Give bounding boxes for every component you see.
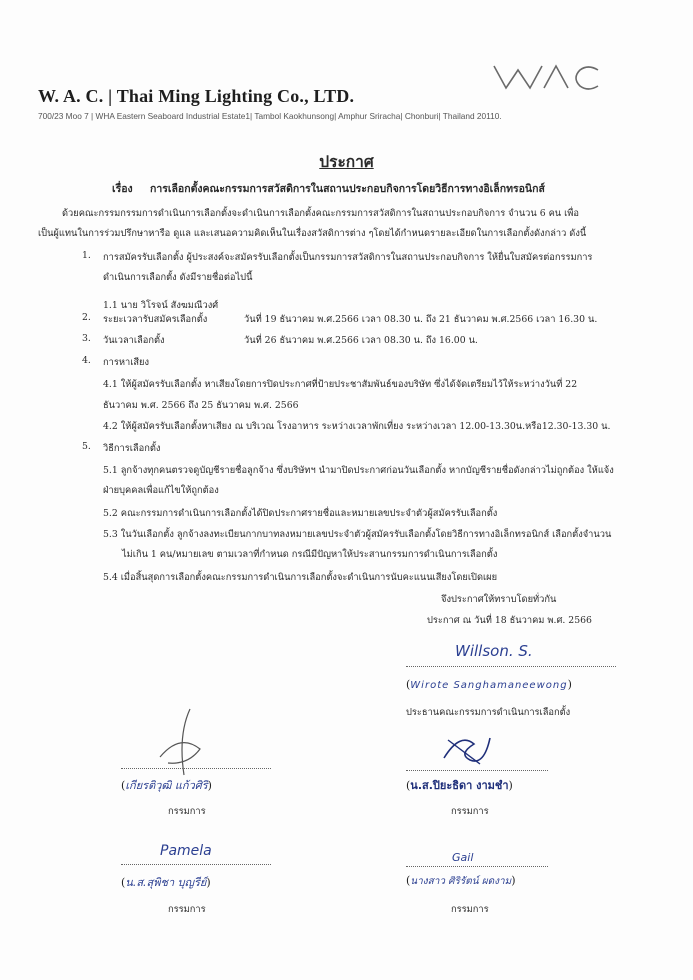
item-5-number: 5. [82, 441, 91, 452]
closing-text: จึงประกาศให้ทราบโดยทั่วกัน [441, 594, 557, 605]
signature-1-name: (เกียรติวุฒิ แก้วศิริ) [121, 779, 212, 792]
item-3-value: วันที่ 26 ธันวาคม พ.ศ.2566 เวลา 08.30 น. ถึง 16.00 น. [244, 335, 478, 346]
intro-line-2: เป็นผู้แทนในการร่วมปรึกษาหารือ ดูแล และเสนอความคิดเห็นในเรื่องสวัสดิการต่าง ๆโดยได้กำหนดรายละเอียดในการเลือกตั้งดังกล่าว ดังนี้ [38, 228, 587, 239]
signature-2-name: (น.ส.ปิยะธิดา งามชำ) [406, 779, 513, 792]
chair-signature-scrawl: Willson. S. [455, 642, 533, 660]
signature-4-name: (นางสาว ศิริรัตน์ ผดงาม) [406, 874, 516, 887]
signature-2-line [406, 770, 548, 771]
chair-name: (Wirote Sanghamaneewong) [406, 678, 572, 691]
signature-4-line [406, 866, 548, 867]
signature-4-scrawl: Gail [452, 851, 474, 864]
item-2-label: ระยะเวลารับสมัครเลือกตั้ง [103, 314, 208, 325]
item-5-4: 5.4 เมื่อสิ้นสุดการเลือกตั้งคณะกรรมการดำเนินการเลือกตั้งจะดำเนินการนับคะแนนเสียงโดยเปิดเผย [103, 572, 498, 583]
signature-3-line [121, 864, 271, 865]
item-5-1-line-2: ฝ่ายบุคคลเพื่อแก้ไขให้ถูกต้อง [103, 485, 219, 496]
item-4-1-line-1: 4.1 ให้ผู้สมัครรับเลือกตั้ง หาเสียงโดยการปิดประกาศที่ป้ายประชาสัมพันธ์ของบริษัท ซึ่งได้จัดเตรียมไว้ให้ระหว่างวันที่ 22 [103, 379, 578, 390]
company-name: W. A. C. | Thai Ming Lighting Co., LTD. [38, 86, 355, 106]
item-4-1-line-2: ธันวาคม พ.ศ. 2566 ถึง 25 ธันวาคม พ.ศ. 2566 [103, 400, 299, 411]
item-5-1-line-1: 5.1 ลูกจ้างทุกคนตรวจดูบัญชีรายชื่อลูกจ้าง ซึ่งบริษัทฯ นำมาปิดประกาศก่อนวันเลือกตั้ง หากบัญชีรายชื่อดังกล่าวไม่ถูกต้อง ให้แจ้ง [103, 465, 614, 476]
item-5-3-line-1: 5.3 ในวันเลือกตั้ง ลูกจ้างลงทะเบียนกากบาทลงหมายเลขประจำตัวผู้สมัครรับเลือกตั้งโดยวิธีการทางอิเล็กทรอนิกส์ เลือกตั้งจำนวน [103, 529, 612, 540]
subject-text: การเลือกตั้งคณะกรรมการสวัสดิการในสถานประกอบกิจการโดยวิธีการทางอิเล็กทรอนิกส์ [150, 183, 545, 195]
chair-signature-line [406, 666, 616, 667]
item-4-2: 4.2 ให้ผู้สมัครรับเลือกตั้งหาเสียง ณ บริเวณ โรงอาหาร ระหว่างเวลาพักเที่ยง ระหว่างเวลา 12.00-13.30น.หรือ12.30-13.30 น. [103, 421, 611, 432]
item-5-2: 5.2 คณะกรรมการดำเนินการเลือกตั้งได้ปิดประกาศรายชื่อและหมายเลขประจำตัวผู้สมัครรับเลือกตั้ง [103, 508, 498, 519]
signature-3-title: กรรมการ [168, 904, 206, 915]
chair-title: ประธานคณะกรรมการดำเนินการเลือกตั้ง [406, 707, 571, 718]
signature-3-name: (น.ส.สุพิชา บุญรีย์) [121, 876, 211, 889]
item-1-line-1: การสมัครรับเลือกตั้ง ผู้ประสงค์จะสมัครรับเลือกตั้งเป็นกรรมการสวัสดิการในสถานประกอบกิจการ ให้ยื่นใบสมัครต่อกรรมการ [103, 252, 593, 263]
item-4-label: การหาเสียง [103, 357, 150, 368]
item-3-number: 3. [82, 333, 91, 344]
subject-label: เรื่อง [112, 183, 133, 195]
signature-4-title: กรรมการ [451, 904, 489, 915]
signature-1-line [121, 768, 271, 769]
candidate-1: 1.1 นาย วิโรจน์ สังฆมณีวงศ์ [103, 300, 219, 311]
announcement-date: ประกาศ ณ วันที่ 18 ธันวาคม พ.ศ. 2566 [427, 615, 592, 626]
signature-2-title: กรรมการ [451, 806, 489, 817]
item-2-number: 2. [82, 312, 91, 323]
item-1-number: 1. [82, 250, 91, 261]
signature-1-title: กรรมการ [168, 806, 206, 817]
item-3-label: วันเวลาเลือกตั้ง [103, 335, 165, 346]
wac-logo [492, 62, 602, 92]
item-1-line-2: ดำเนินการเลือกตั้ง ดังมีรายชื่อต่อไปนี้ [103, 272, 253, 283]
page-title: ประกาศ [319, 152, 374, 171]
item-2-value: วันที่ 19 ธันวาคม พ.ศ.2566 เวลา 08.30 น. ถึง 21 ธันวาคม พ.ศ.2566 เวลา 16.30 น. [244, 314, 598, 325]
company-address: 700/23 Moo 7 | WHA Eastern Seaboard Industrial Estate1| Tambol Kaokhunsong| Amphur Sriracha| Chonburi| Thailand 20110. [38, 111, 502, 121]
signature-2-scrawl [440, 730, 495, 772]
intro-line-1: ด้วยคณะกรรมกรรมการดำเนินการเลือกตั้งจะดำเนินการเลือกตั้งคณะกรรมการสวัสดิการในสถานประกอบกิจการ จำนวน 6 คน เพื่อ [62, 208, 579, 219]
item-5-3-line-2: ไม่เกิน 1 คน/หมายเลข ตามเวลาที่กำหนด กรณีมีปัญหาให้ประสานกรรมการดำเนินการเลือกตั้ง [122, 549, 498, 560]
item-4-number: 4. [82, 355, 91, 366]
signature-3-scrawl: Pamela [160, 843, 212, 859]
item-5-label: วิธีการเลือกตั้ง [103, 443, 161, 454]
